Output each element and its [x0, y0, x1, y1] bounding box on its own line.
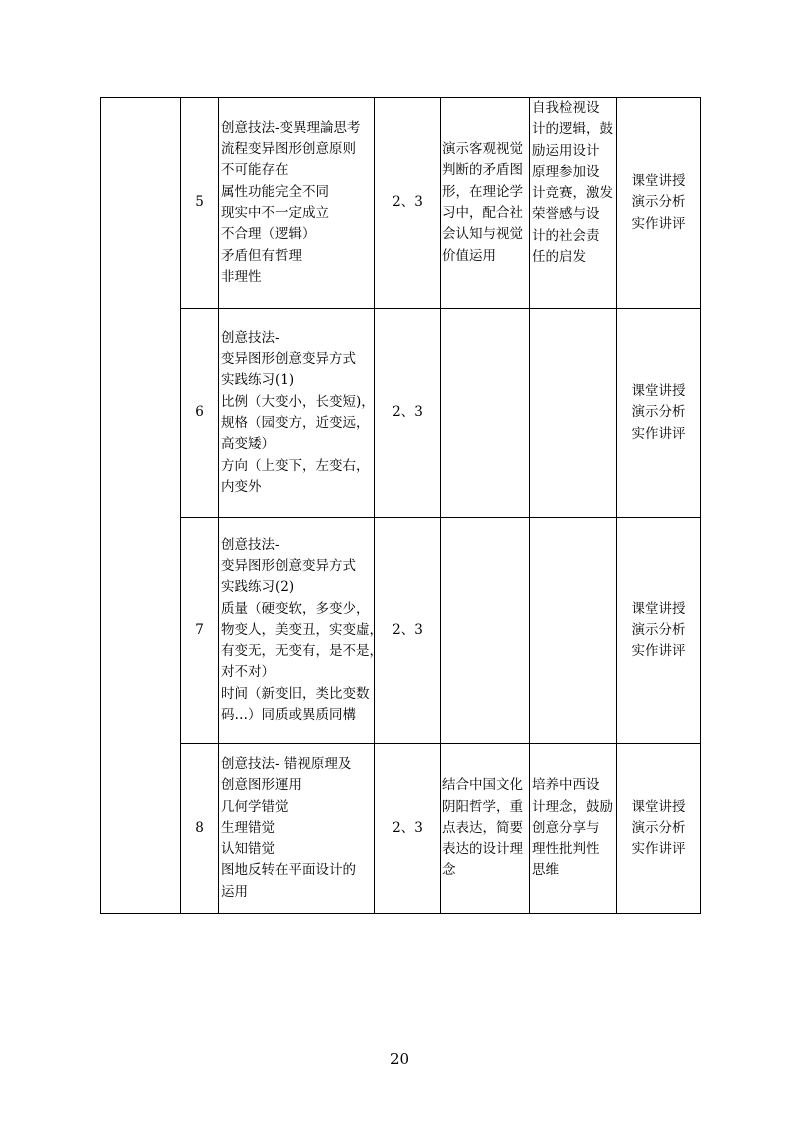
lesson-hours: 2、3 [375, 309, 441, 518]
ideology-line: 荣誉感与设 [532, 206, 600, 223]
method-line: 演示客观视觉 [442, 141, 523, 158]
content-line: 属性功能完全不同 [221, 183, 329, 200]
content-line: 比例（大变小，长变短)， [221, 393, 375, 410]
content-line: 运用 [221, 883, 248, 900]
content-line: 流程变异图形创意原则 [221, 141, 356, 158]
teaching-line: 实作讲评 [631, 215, 686, 232]
content-line: 创意技法- [221, 329, 280, 346]
method-line: 形，在理论学 [442, 183, 523, 200]
lesson-number: 7 [181, 518, 219, 744]
teaching-line: 演示分析 [631, 819, 686, 836]
method-line: 习中，配合社 [442, 205, 523, 221]
content-line: 质量（硬变软，多变少， [221, 600, 370, 617]
content-line: 现实中不一定成立 [221, 205, 329, 221]
teaching-line: 课堂讲授 [631, 600, 686, 617]
teaching-line: 演示分析 [631, 194, 686, 211]
content-line: 创意技法- [221, 536, 280, 553]
teaching-line: 课堂讲授 [631, 383, 686, 400]
teaching-method-detail [441, 98, 530, 309]
content-line: 几何学错觉 [221, 798, 289, 815]
page-number: 20 [389, 1050, 410, 1068]
method-line: 结合中国文化 [442, 777, 523, 794]
ideology-line: 理性批判性 [532, 841, 600, 858]
ideology-cell [530, 744, 617, 914]
course-schedule-table [100, 97, 701, 914]
lesson-hours: 2、3 [375, 518, 441, 744]
content-line: 创意技法-变異理論思考 [221, 119, 361, 136]
method-line: 阴阳哲学，重 [442, 798, 523, 815]
ideology-line: 计的逻辑，鼓 [532, 121, 613, 138]
teaching-line: 课堂讲授 [631, 798, 686, 815]
ideology-line: 培养中西设 [532, 777, 600, 794]
teaching-method-detail [441, 518, 530, 744]
content-line: 不可能存在 [221, 162, 289, 179]
content-line: 规格（园变方，近变远， [221, 415, 370, 431]
content-line: 生理错觉 [221, 819, 275, 836]
ideology-line: 计的社会责 [532, 227, 600, 244]
method-line: 表达的设计理 [442, 841, 523, 858]
teaching-mode [617, 309, 701, 518]
content-line: 图地反转在平面设计的 [221, 862, 356, 879]
teaching-line: 实作讲评 [631, 425, 686, 442]
content-line: 码…）同质或異质同構 [221, 707, 356, 724]
method-line: 点表达，简要 [442, 819, 523, 836]
ideology-cell [530, 98, 617, 309]
ideology-line: 励运用设计 [532, 142, 600, 159]
lesson-content [219, 518, 383, 744]
content-line: 实践练习(2) [221, 579, 295, 596]
table-row [101, 744, 701, 914]
teaching-mode [617, 744, 701, 914]
content-line: 变异图形创意变异方式 [221, 557, 356, 574]
table-row [101, 309, 701, 518]
ideology-line: 思维 [532, 862, 559, 879]
teaching-line: 演示分析 [631, 621, 686, 638]
method-line: 会认知与视觉 [442, 226, 523, 243]
content-line: 变异图形创意变异方式 [221, 351, 356, 368]
content-line: 矛盾但有哲理 [221, 247, 302, 264]
method-line: 念 [442, 862, 456, 879]
content-line: 有变无，无变有，是不是， [221, 643, 383, 660]
content-line: 认知错觉 [221, 841, 275, 858]
content-line: 时间（新变旧，类比变数 [221, 685, 370, 702]
lesson-content [219, 309, 375, 518]
content-line: 内变外 [221, 478, 262, 495]
lesson-number: 6 [181, 309, 219, 518]
content-line: 创意图形運用 [221, 777, 302, 794]
content-line: 高变矮） [221, 436, 275, 453]
content-line: 对不对） [221, 664, 275, 681]
teaching-mode [617, 518, 701, 744]
teaching-line: 实作讲评 [631, 643, 686, 660]
method-line: 判断的矛盾图 [442, 162, 523, 179]
table-row [101, 98, 701, 309]
ideology-line: 原理参加设 [532, 163, 600, 180]
teaching-line: 演示分析 [631, 404, 686, 421]
teaching-method-detail [441, 309, 530, 518]
method-line: 价值运用 [442, 247, 496, 264]
lesson-hours: 2、3 [375, 98, 441, 309]
ideology-cell [530, 309, 617, 518]
content-line: 非理性 [221, 268, 262, 285]
ideology-line: 创意分享与 [532, 819, 600, 836]
module-cell [101, 98, 181, 914]
teaching-line: 实作讲评 [631, 841, 686, 858]
teaching-method-detail [441, 744, 530, 914]
teaching-mode [617, 98, 701, 309]
content-line: 不合理（逻辑） [221, 226, 316, 243]
lesson-content [219, 744, 375, 914]
table-row [101, 518, 701, 744]
ideology-line: 计理念，鼓励 [532, 798, 613, 815]
lesson-number: 8 [181, 744, 219, 914]
content-line: 方向（上变下，左变右， [221, 457, 370, 474]
content-line: 实践练习(1) [221, 372, 295, 389]
lesson-content [219, 98, 375, 309]
lesson-number: 5 [181, 98, 219, 309]
content-line: 物变人，美变丑，实变虛， [221, 621, 383, 638]
ideology-line: 自我检视设 [532, 100, 600, 116]
ideology-cell [530, 518, 617, 744]
teaching-line: 课堂讲授 [631, 173, 686, 190]
content-line: 创意技法- 错视原理及 [221, 755, 352, 772]
ideology-line: 任的启发 [532, 249, 586, 266]
ideology-line: 计竞赛，激发 [532, 185, 613, 202]
lesson-hours: 2、3 [375, 744, 441, 914]
